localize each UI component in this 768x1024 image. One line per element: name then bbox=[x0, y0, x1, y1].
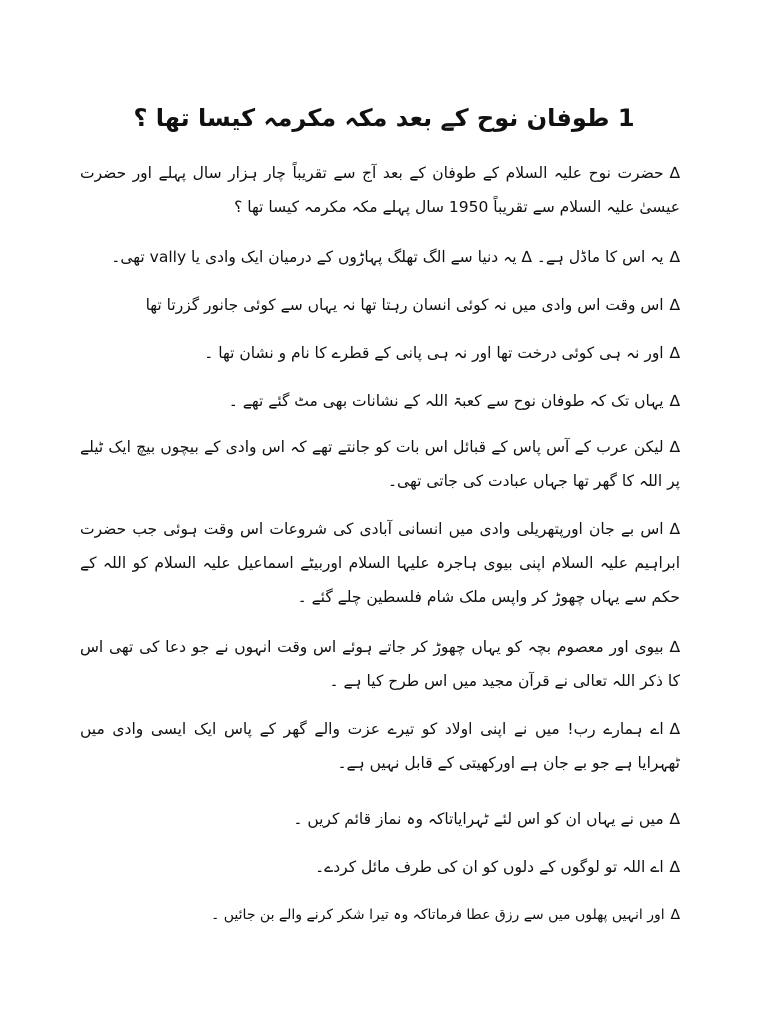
page-title: 1 طوفان نوح کے بعد مکہ مکرمہ کیسا تھا ؟ bbox=[133, 104, 635, 132]
delta-bullet: ∆ bbox=[669, 248, 680, 266]
paragraph-text: یہ اس کا ماڈل ہے۔ ∆ یہ دنیا سے الگ تھلگ پہاڑوں کے درمیان ایک وادی یا vally تھی۔ bbox=[111, 248, 664, 266]
paragraph-text: اور نہ ہی کوئی درخت تھا اور نہ ہی پانی کے قطرے کا نام و نشان تھا ۔ bbox=[204, 344, 664, 362]
delta-bullet: ∆ bbox=[669, 344, 680, 362]
paragraph-text: بیوی اور معصوم بچہ کو یہاں چھوڑ کر جاتے ہوئے اس وقت انہوں نے جو دعا کی تھی اس کا ذکر اللہ تعالی نے قرآن مجید میں اس طرح کیا ہے ۔ bbox=[80, 638, 680, 690]
paragraph-text: اے اللہ تو لوگوں کے دلوں کو ان کی طرف مائل کردے۔ bbox=[315, 858, 664, 876]
paragraph bbox=[80, 288, 680, 322]
delta-bullet: ∆ bbox=[669, 858, 680, 876]
delta-bullet: ∆ bbox=[669, 296, 680, 314]
paragraph-text: اس وقت اس وادی میں نہ کوئی انسان رہتا تھا نہ یہاں سے کوئی جانور گزرتا تھا bbox=[145, 296, 664, 314]
paragraph bbox=[80, 240, 680, 274]
delta-bullet: ∆ bbox=[669, 520, 680, 538]
delta-bullet: ∆ bbox=[669, 392, 680, 410]
paragraph-text: اس بے جان اورپتھریلی وادی میں انسانی آبادی کی شروعات اس وقت ہوئی جب حضرت ابراہیم علیہ السلام اپنی بیوی ہاجرہ علیہا السلام اوربیٹے اسماعیل علیہ السلام کو اللہ کے حکم سے یہاں چھوڑ کر واپس ملک شام فلسطین چلے گئے ۔ bbox=[80, 520, 680, 606]
paragraph bbox=[80, 384, 680, 418]
paragraph bbox=[80, 712, 680, 780]
delta-bullet: ∆ bbox=[669, 438, 680, 456]
paragraph-text: اے ہمارے رب! میں نے اپنی اولاد کو تیرے عزت والے گھر کے پاس ایک ایسی وادی میں ٹھہرایا ہے جو بے جان ہے اورکھیتی کے قابل نہیں ہے۔ bbox=[80, 720, 680, 772]
paragraph bbox=[80, 430, 680, 498]
delta-bullet: ∆ bbox=[669, 720, 680, 738]
paragraph bbox=[80, 630, 680, 698]
paragraph-text: اور انہیں پھلوں میں سے رزق عطا فرماتاکہ وہ تیرا شکر کرنے والے بن جائیں ۔ bbox=[211, 907, 665, 923]
paragraph-text: میں نے یہاں ان کو اس لئے ٹہرایاتاکہ وہ نماز قائم کریں ۔ bbox=[293, 810, 664, 828]
paragraph bbox=[80, 802, 680, 836]
paragraph-text: حضرت نوح علیہ السلام کے طوفان کے بعد آج سے تقریباً چار ہزار سال پہلے اور حضرت عیسیٰ علیہ السلام سے تقریباً 1950 سال پہلے مکہ مکرمہ کیسا تھا ؟ bbox=[80, 164, 680, 216]
paragraph-text: لیکن عرب کے آس پاس کے قبائل اس بات کو جانتے تھے کہ اس وادی کے بیچوں بیچ ایک ٹیلے پر اللہ کا گھر تھا جہاں عبادت کی جاتی تھی۔ bbox=[80, 438, 680, 490]
paragraph bbox=[80, 156, 680, 224]
delta-bullet: ∆ bbox=[670, 907, 680, 923]
paragraph bbox=[80, 850, 680, 884]
paragraph bbox=[80, 336, 680, 370]
delta-bullet: ∆ bbox=[669, 164, 680, 182]
delta-bullet: ∆ bbox=[669, 810, 680, 828]
paragraph bbox=[80, 512, 680, 614]
delta-bullet: ∆ bbox=[669, 638, 680, 656]
paragraph-text: یہاں تک کہ طوفان نوح سے کعبۃ اللہ کے نشانات بھی مٹ گئے تھے ۔ bbox=[228, 392, 664, 410]
paragraph bbox=[80, 898, 680, 932]
